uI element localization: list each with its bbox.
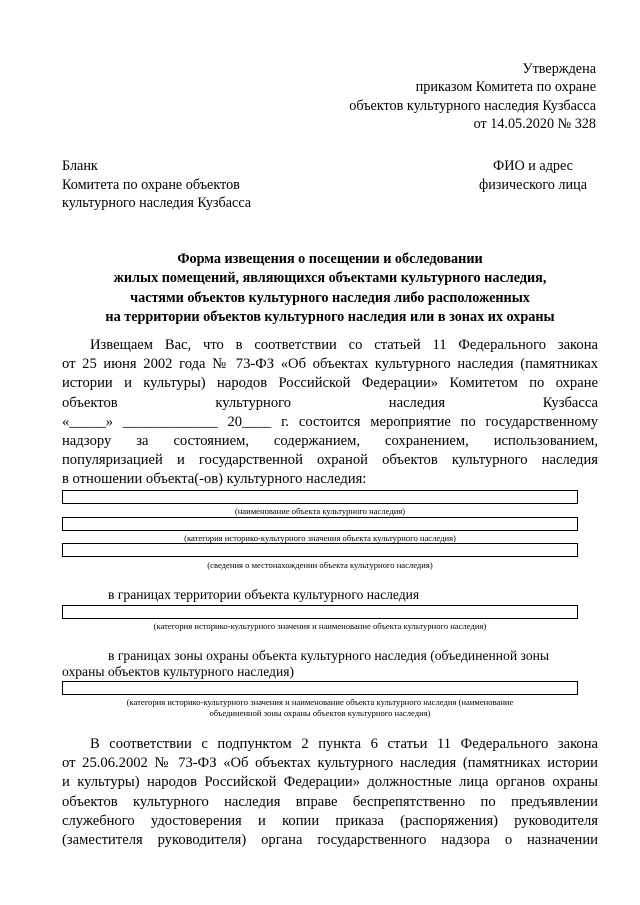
- notice-line: «_____» _____________ 20____ г. состоится мероприятие по государственному: [62, 413, 598, 430]
- territory-field[interactable]: [62, 605, 578, 619]
- field-caption: (категория историко-культурного значения и наименование объекта культурного наследия): [153, 621, 487, 631]
- paragraph-line: (заместителя руководителя) органа государственного надзора о назначении: [62, 832, 598, 849]
- addressee-block: [468, 157, 598, 194]
- title-line: жилых помещений, являющихся объектами культурного наследия,: [113, 270, 547, 287]
- form-title: [40, 250, 620, 327]
- object-name-field[interactable]: [62, 490, 578, 504]
- paragraph-line: объектов культурного наследия вправе беспрепятственно по предъявлении: [62, 793, 598, 810]
- field-caption: (сведения о местонахождении объекта культурного наследия): [207, 560, 433, 570]
- field-caption: (категория историко-культурного значения и наименование объекта культурного наследия (наименование: [126, 697, 514, 707]
- rights-paragraph: [62, 735, 598, 850]
- notice-line: истории и культуры) народов Российской Федерации» Комитетом по охране: [62, 375, 598, 392]
- zone-label: в границах зоны охраны объекта культурного наследия (объединенной зоны: [108, 648, 550, 663]
- approval-line: Утверждена: [522, 61, 596, 77]
- notice-line: надзору за состоянием, содержанием, сохранением, использованием,: [62, 433, 598, 450]
- paragraph-line: от 25.06.2002 № 73-ФЗ «Об объектах культурного наследия (памятниках истории: [62, 755, 598, 772]
- approval-stamp: [349, 60, 596, 134]
- field-caption: (наименование объекта культурного наследия): [234, 506, 406, 516]
- notice-line: Извещаем Вас, что в соответствии со статьей 11 Федерального закона: [90, 337, 598, 353]
- paragraph-line: В соответствии с подпунктом 2 пункта 6 статьи 11 Федерального закона: [90, 736, 598, 752]
- notice-line: объектов культурного наследия Кузбасса: [62, 394, 598, 411]
- notice-line: в отношении объекта(-ов) культурного наследия:: [62, 471, 367, 488]
- protection-zone-field[interactable]: [62, 681, 578, 695]
- object-location-field[interactable]: [62, 543, 578, 557]
- title-line: частями объектов культурного наследия либо расположенных: [130, 289, 530, 306]
- title-line: на территории объектов культурного наследия или в зонах их охраны: [105, 308, 555, 325]
- notice-paragraph: [62, 336, 598, 490]
- field-caption: объединенной зоны охраны объектов культурного наследия): [209, 708, 431, 718]
- paragraph-line: служебного удостоверения и копии приказа (распоряжения) руководителя: [62, 812, 598, 829]
- notice-line: популяризацией и государственной охраной объектов культурного наследия: [62, 452, 598, 469]
- letterhead-line: Комитета по охране объектов: [62, 176, 240, 193]
- letterhead-line: Бланк: [62, 158, 98, 174]
- addressee-line: физического лица: [479, 176, 587, 193]
- approval-line: от 14.05.2020 № 328: [473, 116, 596, 133]
- approval-line: приказом Комитета по охране: [415, 79, 596, 96]
- notice-line: от 25 июня 2002 года № 73-ФЗ «Об объектах культурного наследия (памятниках: [62, 356, 598, 373]
- territory-label: в границах территории объекта культурного наследия: [108, 587, 420, 602]
- addressee-line: ФИО и адрес: [493, 158, 573, 174]
- letterhead-line: культурного наследия Кузбасса: [62, 195, 252, 212]
- letterhead-block: [62, 157, 251, 213]
- approval-line: объектов культурного наследия Кузбасса: [349, 97, 596, 114]
- object-category-field[interactable]: [62, 517, 578, 531]
- paragraph-line: и культуры) народов Российской Федерации» должностные лица органов охраны: [62, 774, 598, 791]
- field-caption: (категория историко-культурного значения объекта культурного наследия): [184, 533, 456, 543]
- zone-label: охраны объектов культурного наследия): [62, 664, 295, 679]
- title-line: Форма извещения о посещении и обследовании: [177, 251, 483, 267]
